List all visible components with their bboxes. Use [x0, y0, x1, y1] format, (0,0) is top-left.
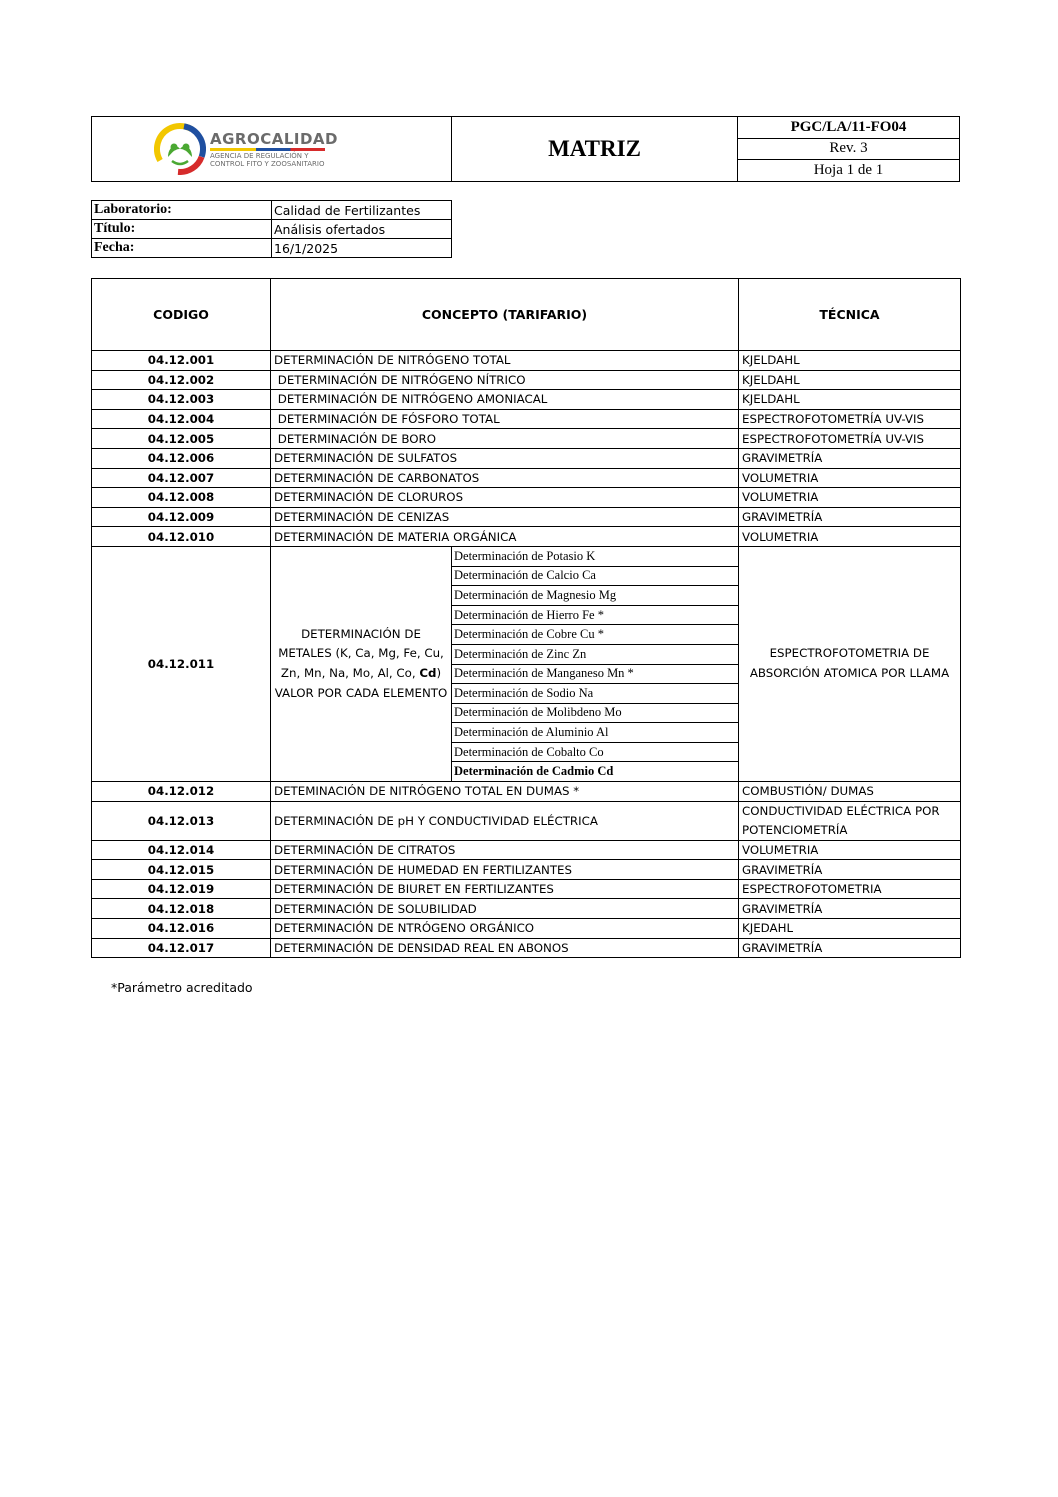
row-code: 04.12.007 — [92, 468, 271, 488]
table-row — [92, 938, 961, 958]
header-technique: TÉCNICA — [739, 279, 961, 351]
logo-cell — [92, 117, 452, 182]
metals-code: 04.12.011 — [92, 546, 271, 781]
row-code: 04.12.018 — [92, 899, 271, 919]
row-code: 04.12.005 — [92, 429, 271, 449]
logo-rule — [210, 148, 325, 151]
footnote: *Parámetro acreditado — [111, 980, 253, 995]
metal-element: Determinación de Manganeso Mn * — [452, 664, 739, 684]
row-code: 04.12.003 — [92, 390, 271, 410]
info-label: Laboratorio: — [92, 201, 272, 220]
row-concept: DETERMINACIÓN DE CENIZAS — [271, 507, 739, 527]
header-concept: CONCEPTO (TARIFARIO) — [271, 279, 739, 351]
row-technique: GRAVIMETRÍA — [739, 448, 961, 468]
table-row — [92, 527, 961, 547]
metal-element: Determinación de Hierro Fe * — [452, 605, 739, 625]
row-concept: DETERMINACIÓN DE MATERIA ORGÁNICA — [271, 527, 739, 547]
row-technique: KJELDAHL — [739, 370, 961, 390]
row-technique: CONDUCTIVIDAD ELÉCTRICA POR POTENCIOMETRÍA — [739, 801, 961, 840]
table-row — [92, 840, 961, 860]
row-technique: KJEDAHL — [739, 919, 961, 939]
row-code: 04.12.004 — [92, 409, 271, 429]
row-concept: DETERMINACIÓN DE NITRÓGENO NÍTRICO — [271, 370, 739, 390]
row-concept: DETERMINACIÓN DE CARBONATOS — [271, 468, 739, 488]
table-row — [92, 879, 961, 899]
row-concept: DETERMINACIÓN DE CLORUROS — [271, 488, 739, 508]
table-row — [92, 860, 961, 880]
row-code: 04.12.014 — [92, 840, 271, 860]
row-code: 04.12.006 — [92, 448, 271, 468]
row-code: 04.12.002 — [92, 370, 271, 390]
row-concept: DETERMINACIÓN DE SULFATOS — [271, 448, 739, 468]
table-row — [92, 782, 961, 802]
table-row — [92, 448, 961, 468]
metal-element: Determinación de Cadmio Cd — [452, 762, 739, 782]
metal-element: Determinación de Cobre Cu * — [452, 625, 739, 645]
info-table — [91, 200, 452, 258]
row-concept: DETERMINACIÓN DE BORO — [271, 429, 739, 449]
row-technique: VOLUMETRIA — [739, 840, 961, 860]
row-code: 04.12.009 — [92, 507, 271, 527]
metals-technique: ESPECTROFOTOMETRIA DE ABSORCIÓN ATOMICA POR LLAMA — [739, 546, 961, 781]
row-concept: DETERMINACIÓN DE pH Y CONDUCTIVIDAD ELÉCTRICA — [271, 801, 739, 840]
row-concept: DETERMINACIÓN DE BIURET EN FERTILIZANTES — [271, 879, 739, 899]
row-technique: GRAVIMETRÍA — [739, 860, 961, 880]
row-concept: DETERMINACIÓN DE DENSIDAD REAL EN ABONOS — [271, 938, 739, 958]
row-technique: ESPECTROFOTOMETRÍA UV-VIS — [739, 409, 961, 429]
document-header — [91, 116, 960, 182]
metal-element: Determinación de Sodio Na — [452, 684, 739, 704]
row-technique: ESPECTROFOTOMETRÍA UV-VIS — [739, 429, 961, 449]
agrocalidad-emblem-icon — [154, 123, 206, 175]
table-row — [92, 468, 961, 488]
table-row — [92, 409, 961, 429]
row-code: 04.12.001 — [92, 351, 271, 371]
metal-element: Determinación de Zinc Zn — [452, 644, 739, 664]
metal-element: Determinación de Magnesio Mg — [452, 586, 739, 606]
row-technique: COMBUSTIÓN/ DUMAS — [739, 782, 961, 802]
row-concept: DETERMINACIÓN DE HUMEDAD EN FERTILIZANTES — [271, 860, 739, 880]
info-label: Título: — [92, 220, 272, 239]
row-code: 04.12.012 — [92, 782, 271, 802]
logo-name: AGROCALIDAD — [210, 129, 338, 148]
row-code: 04.12.008 — [92, 488, 271, 508]
metals-concept — [271, 546, 452, 781]
table-row — [92, 899, 961, 919]
row-technique: KJELDAHL — [739, 390, 961, 410]
row-concept: DETERMINACIÓN DE NTRÓGENO ORGÁNICO — [271, 919, 739, 939]
metals-concept-pre: DETERMINACIÓN DE METALES (K, Ca, Mg, Fe, Cu, Zn, Mn, Na, Mo, Al, Co, — [278, 626, 444, 680]
row-concept: DETERMINACIÓN DE CITRATOS — [271, 840, 739, 860]
metal-element: Determinación de Cobalto Co — [452, 742, 739, 762]
row-technique: ESPECTROFOTOMETRIA — [739, 879, 961, 899]
row-code: 04.12.010 — [92, 527, 271, 547]
row-technique: GRAVIMETRÍA — [739, 899, 961, 919]
metal-element: Determinación de Calcio Ca — [452, 566, 739, 586]
row-technique: KJELDAHL — [739, 351, 961, 371]
table-row — [92, 390, 961, 410]
row-code: 04.12.016 — [92, 919, 271, 939]
row-technique: GRAVIMETRÍA — [739, 507, 961, 527]
row-concept: DETERMINACIÓN DE FÓSFORO TOTAL — [271, 409, 739, 429]
metals-concept-post: ) VALOR POR CADA ELEMENTO — [274, 666, 448, 700]
row-concept: DETERMINACIÓN DE SOLUBILIDAD — [271, 899, 739, 919]
agrocalidad-logo — [154, 123, 451, 175]
metal-element: Determinación de Potasio K — [452, 546, 739, 566]
table-row — [92, 488, 961, 508]
table-row — [92, 370, 961, 390]
row-concept: DETERMINACIÓN DE NITRÓGENO AMONIACAL — [271, 390, 739, 410]
document-code: PGC/LA/11-FO04 — [738, 117, 960, 139]
logo-subtitle-1: AGENCIA DE REGULACIÓN Y — [210, 151, 309, 160]
metal-element: Determinación de Molibdeno Mo — [452, 703, 739, 723]
document-title: MATRIZ — [452, 117, 738, 182]
info-value: 16/1/2025 — [272, 239, 452, 258]
row-concept: DETEMINACIÓN DE NITRÓGENO TOTAL EN DUMAS * — [271, 782, 739, 802]
header-code: CODIGO — [92, 279, 271, 351]
info-value: Análisis ofertados — [272, 220, 452, 239]
info-value: Calidad de Fertilizantes — [272, 201, 452, 220]
row-code: 04.12.013 — [92, 801, 271, 840]
document-revision: Rev. 3 — [738, 138, 960, 160]
row-technique: VOLUMETRIA — [739, 527, 961, 547]
table-row — [92, 507, 961, 527]
row-technique: GRAVIMETRÍA — [739, 938, 961, 958]
row-code: 04.12.019 — [92, 879, 271, 899]
metal-element: Determinación de Aluminio Al — [452, 723, 739, 743]
document-page: Hoja 1 de 1 — [738, 160, 960, 182]
table-row — [92, 919, 961, 939]
table-row — [92, 351, 961, 371]
row-concept: DETERMINACIÓN DE NITRÓGENO TOTAL — [271, 351, 739, 371]
row-technique: VOLUMETRIA — [739, 468, 961, 488]
row-code: 04.12.017 — [92, 938, 271, 958]
logo-subtitle-2: CONTROL FITO Y ZOOSANITARIO — [210, 159, 325, 168]
row-technique: VOLUMETRIA — [739, 488, 961, 508]
metals-concept-bold: Cd — [419, 666, 437, 680]
row-code: 04.12.015 — [92, 860, 271, 880]
analysis-table — [91, 278, 961, 958]
table-row — [92, 429, 961, 449]
info-label: Fecha: — [92, 239, 272, 258]
table-row — [92, 801, 961, 840]
